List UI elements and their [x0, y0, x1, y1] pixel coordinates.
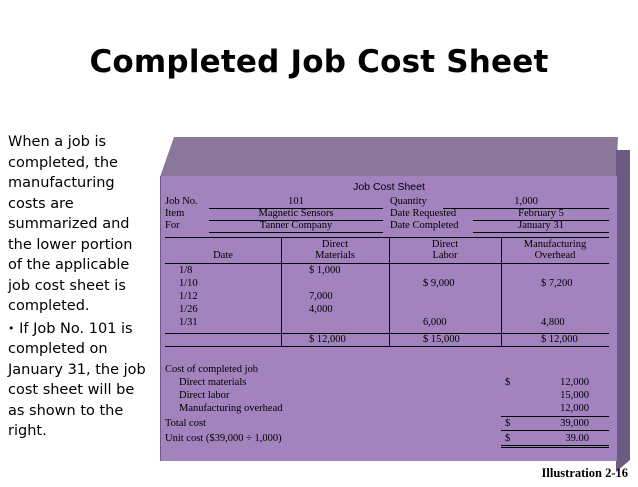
summary-unit-label: Unit cost ($39,000 ÷ 1,000) [165, 433, 282, 444]
slide-title: Completed Job Cost Sheet [89, 44, 549, 80]
card-top-bevel [160, 137, 618, 177]
row-direct-materials: $ 1,000 [309, 265, 341, 276]
item-value: Magnetic Sensors [209, 208, 383, 221]
job-no-label: Job No. [165, 196, 198, 207]
row-date: 1/12 [179, 291, 198, 302]
summary-mo-label: Manufacturing overhead [179, 403, 283, 414]
total-overhead: $ 12,000 [541, 334, 578, 345]
for-label: For [165, 220, 180, 231]
col-date: Date [213, 250, 233, 261]
quantity-value: 1,000 [443, 196, 609, 209]
row-date: 1/10 [179, 278, 198, 289]
explanation-text [8, 132, 148, 442]
summary-mo-value: 12,000 [560, 403, 589, 414]
col-direct-labor-1: Direct [431, 239, 459, 250]
row-direct-labor: $ 9,000 [423, 278, 455, 289]
row-direct-materials: 4,000 [309, 304, 333, 315]
job-no-value: 101 [209, 196, 383, 209]
summary-dm-label: Direct materials [179, 377, 247, 388]
col-overhead-1: Manufacturing [523, 239, 587, 250]
col-direct-materials-1: Direct [321, 239, 349, 250]
total-direct-labor: $ 15,000 [423, 334, 460, 345]
date-completed-value: January 31 [473, 220, 609, 233]
summary-unit-value: 39.00 [565, 433, 589, 444]
summary-dl-value: 15,000 [560, 390, 589, 401]
job-cost-sheet [160, 176, 617, 461]
date-completed-label: Date Completed [390, 220, 459, 231]
date-requested-value: February 5 [473, 208, 609, 221]
bullet-glyph: • [8, 321, 15, 335]
summary-heading: Cost of completed job [165, 364, 259, 375]
col-direct-materials-2: Materials [315, 250, 355, 261]
date-requested-label: Date Requested [390, 208, 457, 219]
for-value: Tanner Company [209, 220, 383, 233]
row-overhead: 4,800 [541, 317, 565, 328]
summary-total-label: Total cost [165, 418, 206, 429]
bullet-text: If Job No. 101 is completed on January 31, the job cost sheet will be as shown to the right. [8, 320, 146, 439]
total-direct-materials: $ 12,000 [309, 334, 346, 345]
row-overhead: $ 7,200 [541, 278, 573, 289]
row-date: 1/8 [179, 265, 193, 276]
summary-total-value: 39,000 [560, 418, 589, 429]
row-direct-labor: 6,000 [423, 317, 447, 328]
illustration-label: Illustration 2-16 [541, 466, 628, 480]
bullet-paragraph [8, 319, 148, 442]
summary-dm-value: 12,000 [560, 377, 589, 388]
row-direct-materials: 7,000 [309, 291, 333, 302]
row-date: 1/26 [179, 304, 198, 315]
row-date: 1/31 [179, 317, 198, 328]
item-label: Item [165, 208, 185, 219]
quantity-label: Quantity [390, 196, 427, 207]
summary-unit-sign: $ [505, 433, 511, 444]
sheet-heading: Job Cost Sheet [353, 181, 425, 193]
summary-dm-sign: $ [505, 377, 511, 388]
explanation-paragraph: When a job is completed, the manufacturing costs are summarized and the lower portion of the applicable job cost sheet is completed. [8, 134, 133, 314]
col-overhead-2: Overhead [534, 250, 576, 261]
col-direct-labor-2: Labor [432, 250, 458, 261]
summary-total-sign: $ [505, 418, 511, 429]
summary-dl-label: Direct labor [179, 390, 230, 401]
